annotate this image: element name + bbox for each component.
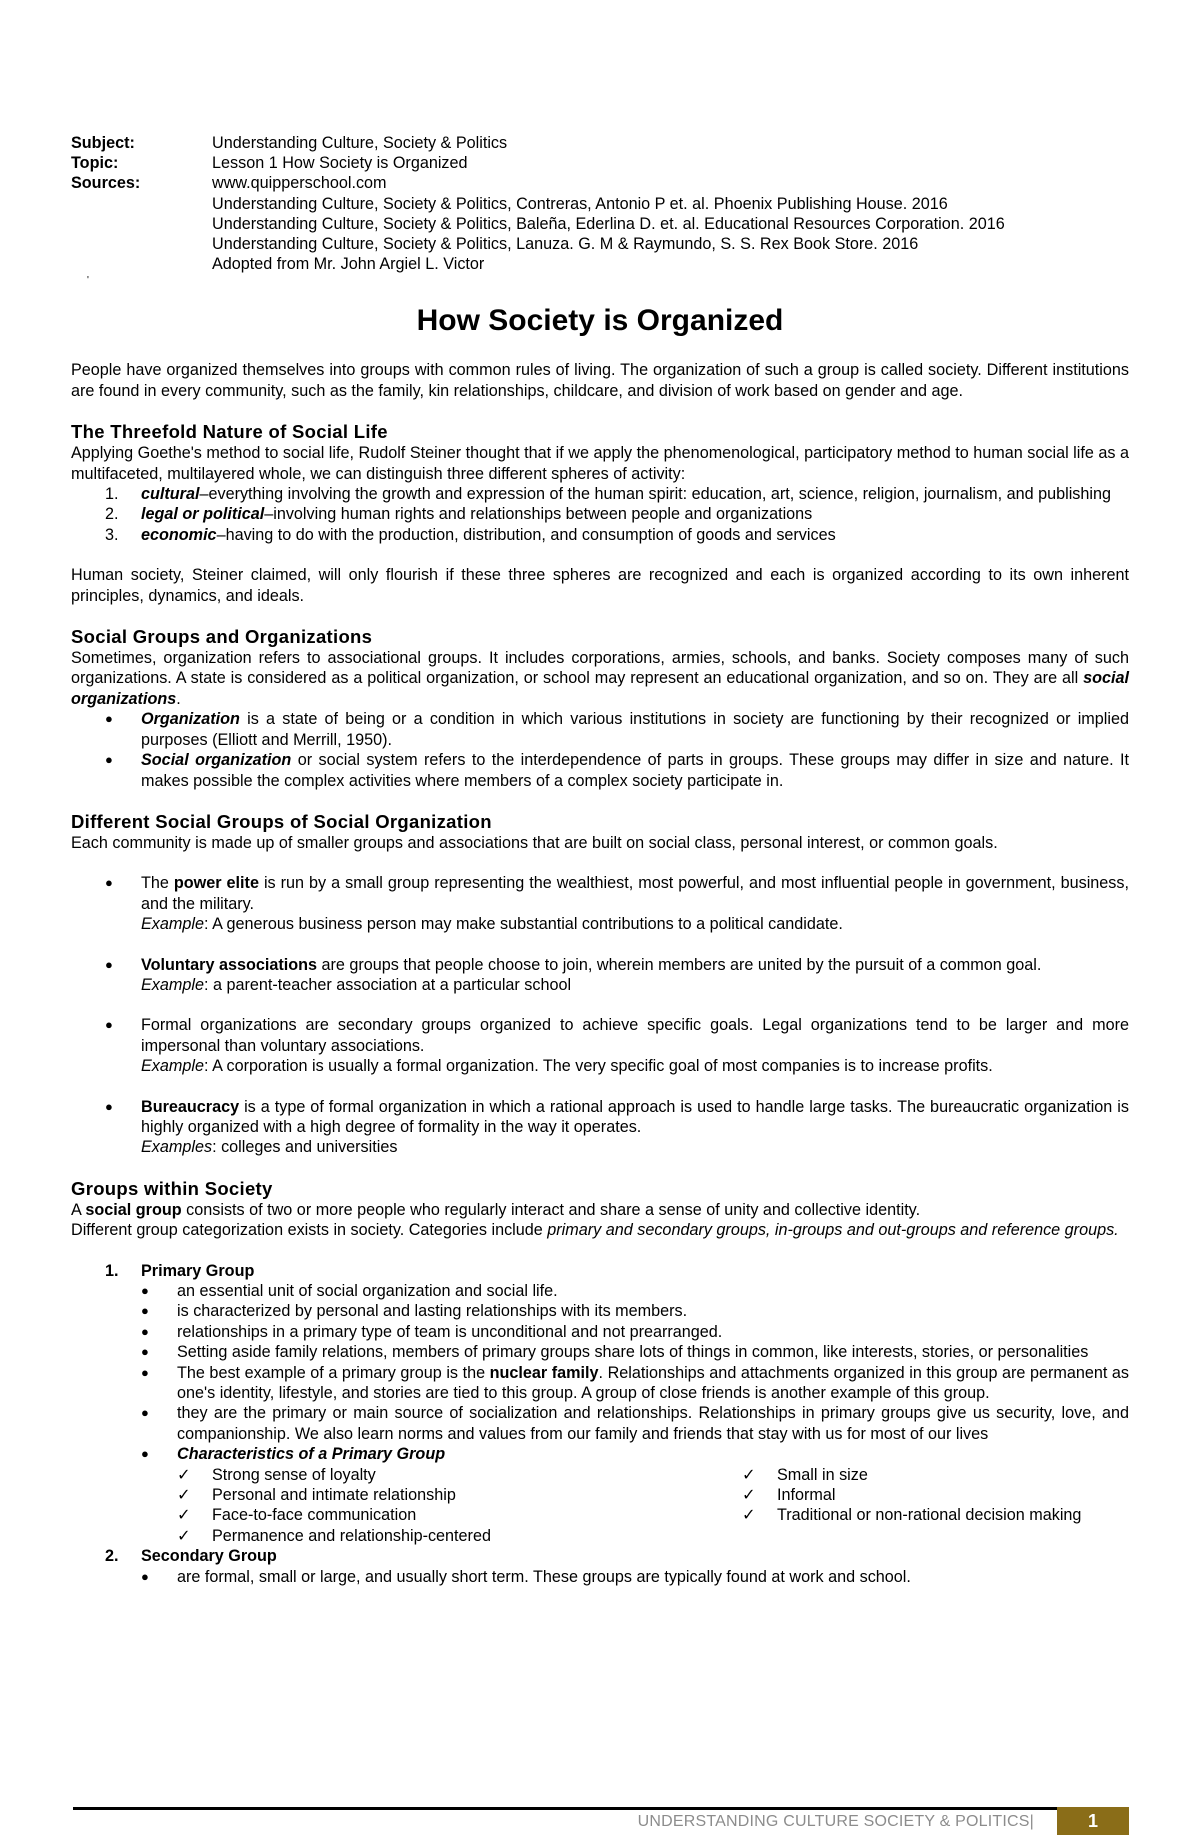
list-item: ● Bureaucracy is a type of formal organization in which a rational approach is used to handle large tasks. The bureaucratic organization is highly organized with a high degree of formality in the way it operates. Examples: colleges and universities [105, 1097, 1129, 1157]
check-item: ✓ Permanence and relationship-centered [177, 1526, 491, 1545]
primary-group-bullets [71, 1281, 1129, 1465]
list-item: ● Setting aside family relations, members of primary groups share lots of things in common, like interests, stories, or personalities [141, 1343, 1089, 1362]
check-item: ✓ Traditional or non-rational decision making [742, 1506, 1082, 1525]
check-item: ✓ Small in size [742, 1465, 868, 1484]
list-item: ● Organization is a state of being or a condition in which various institutions in society are functioning by their recognized or implied purposes (Elliott and Merrill, 1950). [105, 710, 1129, 749]
threefold-heading: The Threefold Nature of Social Life [71, 421, 388, 443]
check-item: ✓ Strong sense of loyalty [177, 1465, 376, 1484]
within-society-heading: Groups within Society [71, 1177, 273, 1199]
list-item: ● Formal organizations are secondary groups organized to achieve specific goals. Legal organizations tend to be larger and more impersonal than voluntary associations. Example: A corporation is usually a formal organization. The very specific goal of most companies is to increase profits. [105, 1016, 1129, 1076]
document-page [71, 133, 1129, 1587]
check-icon: ✓ [742, 1506, 756, 1525]
list-item: ● are formal, small or large, and usually short term. These groups are typically found at work and school. [141, 1567, 911, 1586]
list-item: 3. economic–having to do with the production, distribution, and consumption of goods and services [105, 525, 836, 544]
subject-value: Understanding Culture, Society & Politics [212, 134, 508, 152]
characteristics-right [636, 1465, 1129, 1547]
characteristics-grid [71, 1465, 1129, 1547]
groups-orgs-heading: Social Groups and Organizations [71, 626, 373, 648]
different-groups-lead: Each community is made up of smaller groups and associations that are built on social class, personal interest, or common goals. [71, 833, 998, 852]
page-title: How Society is Organized [416, 304, 784, 338]
groups-orgs-lead: Sometimes, organization refers to associational groups. It includes corporations, armies, schools, and banks. Society composes many of such organizations. A state is considered as a political organization, or school may represent an educational organization, and so on. They are all social organizations. [71, 649, 1129, 708]
secondary-group-item: 2. Secondary Group [105, 1547, 277, 1566]
characteristics-left [71, 1465, 636, 1547]
check-icon: ✓ [742, 1465, 756, 1484]
check-item: ✓ Informal [742, 1486, 836, 1505]
organization-definitions [71, 709, 1129, 791]
check-icon: ✓ [177, 1506, 191, 1525]
social-groups-list [71, 873, 1129, 1157]
topic-label: Topic: [71, 154, 119, 173]
secondary-group-bullets [71, 1567, 1129, 1587]
primary-group-item: 1. Primary Group [105, 1261, 255, 1280]
list-item: 2. legal or political–involving human rights and relationships between people and organizations [105, 505, 813, 524]
intro-paragraph: People have organized themselves into groups with common rules of living. The organization of such a group is called society. Different institutions are found in every community, such as the family, kin relationships, childcare, and division of work based on gender and age. [71, 361, 1129, 400]
characteristics-heading: ● Characteristics of a Primary Group [141, 1445, 446, 1464]
document-meta [71, 133, 1129, 274]
threefold-closing: Human society, Steiner claimed, will only flourish if these three spheres are recognized and each is organized according to its own inherent principles, dynamics, and ideals. [71, 566, 1129, 605]
spheres-list [71, 484, 1129, 545]
check-item: ✓ Personal and intimate relationship [177, 1486, 456, 1505]
check-icon: ✓ [177, 1465, 191, 1484]
check-icon: ✓ [177, 1486, 191, 1505]
group-types-list [71, 1261, 1129, 1281]
list-item: ● relationships in a primary type of team is unconditional and not prearranged. [141, 1322, 723, 1341]
footer-course-title: UNDERSTANDING CULTURE SOCIETY & POLITICS| [637, 1813, 1034, 1830]
check-item: ✓ Face-to-face communication [177, 1506, 417, 1525]
subject-label: Subject: [71, 134, 135, 152]
list-item: ● Voluntary associations are groups that people choose to join, wherein members are united by the pursuit of a common goal. Example: a parent-teacher association at a particular school [105, 955, 1042, 994]
check-icon: ✓ [177, 1526, 191, 1545]
list-item: 1. cultural–everything involving the growth and expression of the human spirit: education, art, science, religion, journalism, and publishing [105, 485, 1111, 504]
list-item: ● they are the primary or main source of socialization and relationships. Relationships in primary groups give us security, love, and companionship. We also learn norms and values from our family and friends that stay with us for most of our lives [141, 1404, 1129, 1443]
list-item: ● The best example of a primary group is the nuclear family. Relationships and attachments organized in this group are permanent as one's identity, lifestyle, and stories are tied to this group. A group of close friends is another example of this group. [141, 1363, 1129, 1403]
list-item: ● Social organization or social system refers to the interdependence of parts in groups. These groups may differ in size and nature. It makes possible the complex activities where members of a complex society participate in. [105, 751, 1129, 790]
list-item: ● an essential unit of social organization and social life. [141, 1282, 558, 1301]
footer-rule [73, 1807, 1129, 1810]
different-groups-heading: Different Social Groups of Social Organization [71, 810, 492, 832]
source-item: Understanding Culture, Society & Politics, Baleña, Ederlina D. et. al. Educational Resources Corporation. 2016 [212, 214, 1005, 233]
source-item: Understanding Culture, Society & Politics, Contreras, Antonio P et. al. Phoenix Publishing House. 2016 [212, 194, 948, 213]
check-icon: ✓ [742, 1486, 756, 1505]
source-item: Adopted from Mr. John Argiel L. Victor [212, 255, 485, 274]
list-item: ● The power elite is run by a small group representing the wealthiest, most powerful, and most influential people in government, business, and the military. Example: A generous business person may make substantial contributions to a political candidate. [105, 874, 1129, 934]
source-item: Understanding Culture, Society & Politics, Lanuza. G. M & Raymundo, S. S. Rex Book Store. 2016 [212, 235, 919, 254]
group-types-list-2 [71, 1546, 1129, 1566]
page-number: 1 [1057, 1807, 1129, 1835]
threefold-lead: Applying Goethe's method to social life, Rudolf Steiner thought that if we apply the phenomenological, participatory method to human social life as a multifaceted, multilayered whole, we can distinguish three different spheres of activity: [71, 444, 1129, 483]
social-group-definition: A social group consists of two or more people who regularly interact and share a sense of unity and collective identity. [71, 1200, 921, 1219]
source-item: www.quipperschool.com [212, 174, 387, 193]
stray-mark: ' [87, 275, 89, 286]
topic-value: Lesson 1 How Society is Organized [212, 154, 468, 173]
list-item: ● is characterized by personal and lasting relationships with its members. [141, 1302, 688, 1321]
sources-label: Sources: [71, 174, 141, 193]
categories-paragraph: Different group categorization exists in society. Categories include primary and secondary groups, in-groups and out-groups and reference groups. [71, 1221, 1119, 1240]
